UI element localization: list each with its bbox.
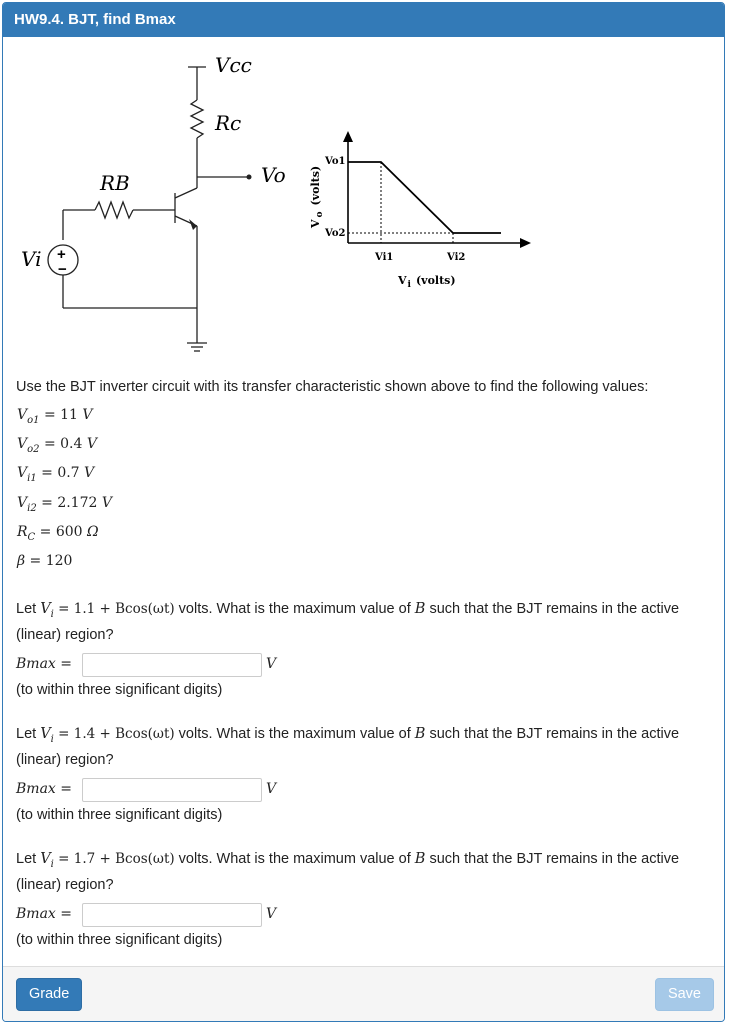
parameter-row: $V_{i1} = 0.7$ V: [17, 465, 95, 485]
circuit-figure: [3, 38, 725, 368]
unit-label: V: [266, 781, 277, 798]
vo-label: Vo: [261, 163, 286, 187]
footer-bar: [3, 966, 724, 1021]
y-axis-label: $V_o(volts)$: [309, 165, 325, 228]
rb-label: RB: [100, 171, 130, 195]
bmax-input[interactable]: [82, 778, 262, 802]
rc-label: Rc: [215, 111, 242, 135]
intro-text: Use the BJT inverter circuit with its transfer characteristic shown above to find the following values:: [16, 379, 649, 395]
vi-label: Vi: [21, 247, 42, 271]
vi2-label: Vi2: [447, 252, 466, 263]
parameter-row: β = 120: [17, 552, 73, 569]
answer-row: [16, 777, 711, 803]
vo2-label: Vo2: [325, 228, 346, 239]
parameter-row: $V_{i2} = 2.172$ V: [17, 494, 112, 514]
answer-row: [16, 902, 711, 928]
vo1-label: Vo1: [325, 156, 346, 167]
save-button[interactable]: Save: [655, 978, 714, 1011]
parameter-row: $V_{o2} = 0.4$ V: [17, 436, 97, 455]
parameter-list: [17, 405, 112, 580]
source-plus-sign: +: [57, 246, 66, 263]
question-prompt: Let $V_i = 1.7 + Bcos(\omega t)$ volts. What is the maximum value of B such that the BJT remains in the active (linear) region?: [16, 851, 680, 893]
bmax-label: Bmax =: [16, 906, 72, 923]
question-2: [16, 724, 711, 826]
x-axis-label: $V_i$ (volts): [398, 274, 456, 290]
question-panel: [2, 2, 725, 1022]
question-1: [16, 599, 711, 701]
question-prompt: Let $V_i = 1.4 + Bcos(\omega t)$ volts. What is the maximum value of B such that the BJT remains in the active (linear) region?: [16, 726, 680, 768]
transfer-curve: [348, 162, 501, 233]
source-minus-sign: −: [58, 261, 67, 278]
answer-row: [16, 652, 711, 678]
question-prompt: Let $V_i = 1.1 + Bcos(\omega t)$ volts. What is the maximum value of B such that the BJT remains in the active (linear) region?: [16, 601, 680, 643]
bmax-label: Bmax =: [16, 781, 72, 798]
precision-hint: (to within three significant digits): [16, 681, 223, 698]
precision-hint: (to within three significant digits): [16, 806, 223, 823]
question-3: [16, 849, 711, 951]
vi1-label: Vi1: [375, 252, 394, 263]
rc-resistor: [191, 100, 203, 138]
grade-button[interactable]: Grade: [16, 978, 82, 1011]
rb-resistor: [95, 202, 133, 218]
precision-hint: (to within three significant digits): [16, 931, 223, 948]
unit-label: V: [266, 656, 277, 673]
question-title: HW9.4. BJT, find Bmax: [3, 3, 724, 37]
parameter-row: $V_{o1} = 11$ V: [17, 407, 93, 426]
vcc-label: Vcc: [215, 53, 252, 77]
bmax-input[interactable]: [82, 903, 262, 927]
unit-label: V: [266, 906, 277, 923]
bmax-label: Bmax =: [16, 656, 72, 673]
parameter-row: $R_C = 600$ Ω: [17, 523, 99, 543]
bmax-input[interactable]: [82, 653, 262, 677]
